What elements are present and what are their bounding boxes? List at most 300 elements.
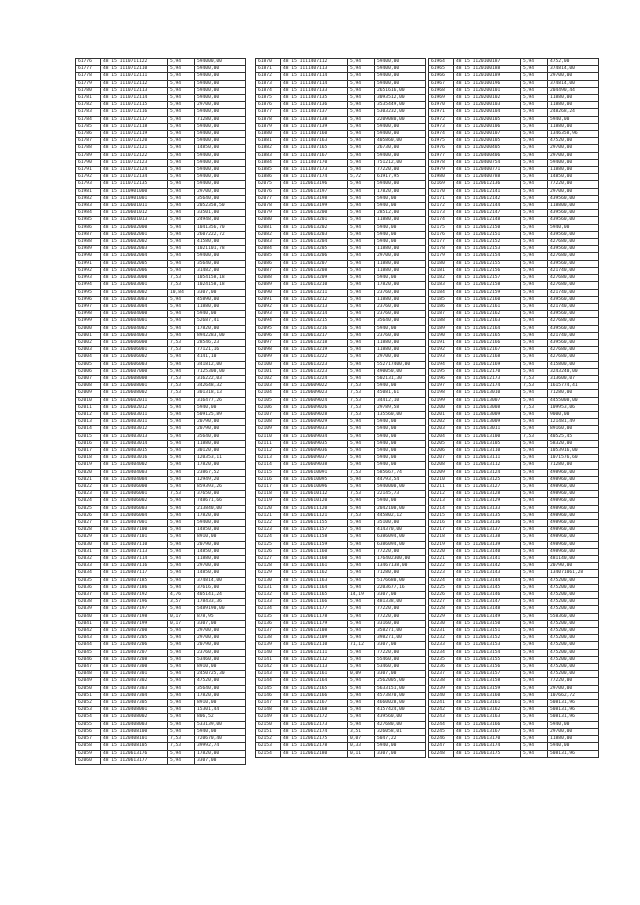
row-rate: 5,94	[168, 311, 195, 318]
row-code: 48 15 1120609034	[281, 433, 348, 440]
row-code: 48 15 1120613222	[281, 354, 348, 361]
table-row	[429, 455, 599, 462]
row-code: 48 15 1120403012	[101, 426, 168, 433]
row-id: 62012	[76, 411, 101, 418]
table-row	[429, 541, 599, 548]
row-id: 62125	[256, 541, 281, 548]
row-rate: 5,94	[521, 203, 548, 210]
row-amount: 5940,00	[195, 311, 246, 318]
row-code: 48 15 1120612153	[454, 246, 521, 253]
row-id: 62243	[429, 714, 454, 721]
row-id: 61973	[429, 123, 454, 130]
row-rate: 5,94	[168, 59, 195, 66]
row-rate: 5,94	[168, 231, 195, 238]
row-code: 48 15 1120612164	[281, 678, 348, 685]
row-code: 48 15 1110712120	[101, 138, 168, 145]
table-row	[256, 282, 426, 289]
row-rate: 71,12	[348, 642, 375, 649]
table-row	[76, 700, 246, 707]
row-id: 62236	[429, 664, 454, 671]
row-amount: 47520,00	[195, 678, 246, 685]
row-rate: 5,94	[168, 671, 195, 678]
row-rate: 5,94	[168, 556, 195, 563]
row-rate: 5,94	[348, 721, 375, 728]
table-row	[256, 87, 426, 94]
row-rate: 5,94	[168, 548, 195, 555]
row-amount: 77220,00	[375, 613, 426, 620]
row-rate: 10,84	[168, 289, 195, 296]
row-rate: 14,19	[348, 592, 375, 599]
table-row	[429, 606, 599, 613]
row-amount: 26730,00	[375, 145, 426, 152]
row-rate: 5,94	[521, 714, 548, 721]
row-amount: 28546,23	[195, 339, 246, 346]
row-id: 62239	[429, 685, 454, 692]
row-amount: 2209080,00	[375, 116, 426, 123]
row-amount: 29700,00	[548, 728, 599, 735]
row-amount: 4660028,00	[375, 700, 426, 707]
row-code: 48 15 1120612165	[281, 685, 348, 692]
row-id: 62135	[256, 613, 281, 620]
row-rate: 5,94	[348, 628, 375, 635]
table-row	[256, 707, 426, 714]
row-id: 62193	[429, 354, 454, 361]
table-row	[429, 664, 599, 671]
row-id: 62146	[256, 692, 281, 699]
row-code: 48 15 1120613007	[454, 397, 521, 404]
row-code: 48 15 1120601012	[101, 210, 168, 217]
row-id: 61993	[76, 275, 101, 282]
row-rate: 5,94	[348, 584, 375, 591]
row-id: 62203	[429, 426, 454, 433]
row-id: 61870	[256, 59, 281, 66]
row-id: 62223	[429, 570, 454, 577]
row-id: 62005	[76, 361, 101, 368]
row-id: 62036	[76, 584, 101, 591]
table-row	[256, 174, 426, 181]
row-id: 62174	[429, 217, 454, 224]
row-amount: 59400,00	[195, 123, 246, 130]
row-code: 48 15 1120613133	[454, 505, 521, 512]
row-amount: 498960,00	[548, 505, 599, 512]
row-code: 48 15 1120613137	[454, 527, 521, 534]
table-row	[76, 498, 246, 505]
row-rate: 5,94	[168, 642, 195, 649]
row-amount: 59400,00	[195, 87, 246, 94]
row-code: 48 15 1120610120	[281, 498, 348, 505]
table-row	[76, 354, 246, 361]
row-id: 62109	[256, 426, 281, 433]
table-row	[76, 592, 246, 599]
row-amount: 20790,00	[195, 426, 246, 433]
table-row	[429, 361, 599, 368]
table-row	[256, 750, 426, 757]
row-amount: 405141,24	[195, 592, 246, 599]
row-id: 62227	[429, 599, 454, 606]
row-code: 48 15 1120613136	[454, 520, 521, 527]
row-amount: 5940,00	[375, 743, 426, 750]
table-row	[256, 678, 426, 685]
row-amount: 29700,00	[548, 152, 599, 159]
row-id: 62186	[429, 303, 454, 310]
row-code: 48 15 1120612174	[454, 383, 521, 390]
row-code: 48 15 1120613170	[454, 736, 521, 743]
row-amount: 3307,00	[375, 592, 426, 599]
row-code: 48 15 1120407199	[101, 620, 168, 627]
row-rate: 5,94	[521, 584, 548, 591]
table-row	[256, 498, 426, 505]
row-amount: 1041356,70	[195, 224, 246, 231]
row-rate: 5,94	[521, 347, 548, 354]
table-row	[429, 123, 599, 130]
row-amount: 5940000,00	[375, 483, 426, 490]
row-rate: 5,94	[168, 750, 195, 757]
row-id: 62200	[429, 404, 454, 411]
row-id: 62127	[256, 556, 281, 563]
row-id: 62183	[429, 282, 454, 289]
row-id: 62057	[76, 736, 101, 743]
row-id: 62233	[429, 642, 454, 649]
row-amount: 31482,00	[195, 267, 246, 274]
row-id: 62238	[429, 678, 454, 685]
row-code: 48 15 1120613217	[281, 332, 348, 339]
row-code: 48 15 1120612172	[281, 714, 348, 721]
row-rate: 5,94	[168, 397, 195, 404]
row-id: 61785	[76, 123, 101, 130]
row-amount: 9000,00	[548, 411, 599, 418]
row-amount: 6386094,00	[375, 534, 426, 541]
row-amount: 439560,00	[548, 296, 599, 303]
row-rate: 5,94	[521, 599, 548, 606]
row-id: 62111	[256, 440, 281, 447]
row-id: 62213	[429, 498, 454, 505]
row-id: 62132	[256, 592, 281, 599]
row-code: 48 15 1120613157	[454, 671, 521, 678]
row-code: 48 15 1120612162	[454, 311, 521, 318]
table-row	[429, 505, 599, 512]
row-id: 62087	[256, 267, 281, 274]
table-row	[76, 66, 246, 73]
table-row	[256, 584, 426, 591]
row-id: 61881	[256, 138, 281, 145]
table-row	[76, 368, 246, 375]
row-rate: 5,94	[348, 433, 375, 440]
row-id: 62150	[256, 721, 281, 728]
table-row	[256, 318, 426, 325]
table-row	[429, 181, 599, 188]
row-amount: 751212,00	[375, 159, 426, 166]
row-code: 48 15 1120612167	[281, 700, 348, 707]
table-row	[256, 267, 426, 274]
row-code: 48 15 1111407174	[281, 174, 348, 181]
row-id: 62248	[429, 750, 454, 757]
table-row	[429, 563, 599, 570]
row-amount: 427680,00	[548, 253, 599, 260]
table-row	[76, 275, 246, 282]
row-amount: 14850,00	[548, 174, 599, 181]
row-amount: 439560,00	[375, 714, 426, 721]
row-id: 62037	[76, 592, 101, 599]
table-row	[256, 599, 426, 606]
row-code: 48 15 1120612108	[281, 628, 348, 635]
row-id: 62241	[429, 700, 454, 707]
row-code: 48 15 1120613205	[281, 246, 348, 253]
row-id: 61880	[256, 131, 281, 138]
row-code: 48 15 1120406000	[101, 483, 168, 490]
row-rate: 5,94	[521, 476, 548, 483]
row-rate: 5,94	[168, 584, 195, 591]
row-amount: 109953,06	[548, 404, 599, 411]
table-row	[256, 253, 426, 260]
table-row	[256, 635, 426, 642]
row-code: 48 15 1120613125	[454, 476, 521, 483]
row-amount: 475200,00	[548, 584, 599, 591]
table-row	[76, 109, 246, 116]
row-amount: 248268,24	[548, 109, 599, 116]
row-code: 48 15 1120406002	[101, 498, 168, 505]
row-code: 48 15 1120612159	[454, 289, 521, 296]
row-rate: 5,94	[521, 246, 548, 253]
row-code: 48 15 1120613009	[454, 411, 521, 418]
row-rate: 5,94	[168, 66, 195, 73]
table-row	[76, 685, 246, 692]
table-row	[256, 743, 426, 750]
row-amount: 439560,00	[548, 311, 599, 318]
row-code: 48 15 1120609038	[281, 462, 348, 469]
row-amount: 29700,00	[548, 685, 599, 692]
table-row	[429, 736, 599, 743]
row-rate: 7,53	[168, 491, 195, 498]
ledger-column-2	[255, 58, 426, 758]
row-amount: 59400,00	[375, 59, 426, 66]
row-id: 62099	[256, 354, 281, 361]
row-code: 48 15 1120403014	[101, 440, 168, 447]
row-amount: 5176680,00	[375, 577, 426, 584]
row-id: 62108	[256, 419, 281, 426]
row-amount: 2607222,72	[195, 231, 246, 238]
row-code: 48 15 1120403015	[101, 447, 168, 454]
table-row	[256, 505, 426, 512]
row-amount: 11880,00	[195, 303, 246, 310]
row-code: 48 15 1111407160	[281, 131, 348, 138]
row-amount: 35640,00	[195, 260, 246, 267]
row-code: 48 15 1120613199	[281, 203, 348, 210]
row-amount: 748671,66	[195, 498, 246, 505]
row-code: 48 15 1110712119	[101, 131, 168, 138]
row-code: 48 15 1110712112	[101, 80, 168, 87]
table-row	[429, 635, 599, 642]
table-row	[429, 599, 599, 606]
table-row	[76, 296, 246, 303]
table-row	[256, 541, 426, 548]
row-code: 48 15 1120613135	[454, 512, 521, 519]
row-amount: 508131,96	[548, 714, 599, 721]
row-amount: 29700,00	[375, 354, 426, 361]
row-amount: 17820,00	[195, 462, 246, 469]
table-row	[429, 289, 599, 296]
row-rate: 5,94	[348, 707, 375, 714]
table-row	[76, 217, 246, 224]
table-row	[429, 253, 599, 260]
row-rate: 5,94	[521, 181, 548, 188]
row-amount: 5940,00	[375, 447, 426, 454]
row-rate: 5,94	[348, 159, 375, 166]
row-amount: 20790,00	[195, 541, 246, 548]
row-rate: 5,94	[348, 145, 375, 152]
row-code: 48 15 1120613203	[281, 231, 348, 238]
table-row	[76, 195, 246, 202]
row-id: 62024	[76, 498, 101, 505]
row-amount: 11880,00	[195, 556, 246, 563]
row-code: 48 15 1110712124	[101, 167, 168, 174]
table-row	[429, 159, 599, 166]
row-code: 48 15 1111407135	[281, 95, 348, 102]
table-row	[429, 282, 599, 289]
row-id: 62221	[429, 556, 454, 563]
row-amount: 2052358,50	[195, 203, 246, 210]
row-rate: 5,94	[168, 303, 195, 310]
row-amount: 481338,00	[375, 599, 426, 606]
row-code: 48 15 1120200107	[454, 131, 521, 138]
row-code: 48 15 1120408100	[101, 728, 168, 735]
row-amount: 134071061,28	[548, 570, 599, 577]
row-code: 48 15 1120612158	[454, 282, 521, 289]
table-row	[76, 757, 246, 764]
row-amount: 4157424,00	[375, 707, 426, 714]
row-id: 62224	[429, 577, 454, 584]
row-amount: 439560,00	[548, 217, 599, 224]
row-amount: 15301,44	[195, 707, 246, 714]
row-code: 48 15 1120406001	[101, 491, 168, 498]
row-id: 61789	[76, 152, 101, 159]
row-amount: 5940,00	[548, 224, 599, 231]
row-amount: 8942283,00	[195, 332, 246, 339]
row-code: 48 15 1120612166	[454, 339, 521, 346]
row-amount: 475200,00	[548, 635, 599, 642]
row-amount: 35640,00	[375, 318, 426, 325]
row-code: 48 15 1120612170	[454, 368, 521, 375]
row-code: 48 15 1110901000	[101, 188, 168, 195]
row-amount: 2450725,30	[195, 671, 246, 678]
row-rate: 5,94	[521, 289, 548, 296]
row-amount: 11880,00	[375, 296, 426, 303]
row-rate: 5,94	[348, 505, 375, 512]
row-rate: 5,94	[348, 59, 375, 66]
row-code: 48 15 1120612174	[281, 728, 348, 735]
table-row	[429, 469, 599, 476]
row-code: 48 15 1120612161	[454, 303, 521, 310]
row-amount: 17820,00	[375, 188, 426, 195]
row-rate: 5,94	[521, 678, 548, 685]
row-rate: 5,94	[521, 80, 548, 87]
row-rate: 5,94	[168, 462, 195, 469]
table-row	[256, 606, 426, 613]
row-rate: 5,94	[521, 354, 548, 361]
row-id: 62215	[429, 512, 454, 519]
row-id: 62201	[429, 411, 454, 418]
row-code: 48 15 1120609022	[281, 383, 348, 390]
row-id: 62217	[429, 527, 454, 534]
row-rate: 7,53	[168, 390, 195, 397]
row-rate: 5,94	[348, 239, 375, 246]
table-row	[256, 620, 426, 627]
row-amount: 5940,00	[375, 426, 426, 433]
row-code: 48 15 1120604000	[101, 311, 168, 318]
row-code: 48 15 1120602012	[101, 404, 168, 411]
row-code: 48 15 1120407114	[101, 556, 168, 563]
row-rate: 5,94	[168, 563, 195, 570]
row-rate: 5,94	[521, 483, 548, 490]
row-code: 48 15 1120613208	[281, 267, 348, 274]
row-id: 62187	[429, 311, 454, 318]
row-code: 48 15 1120100196	[454, 80, 521, 87]
table-row	[256, 246, 426, 253]
table-row	[429, 527, 599, 534]
row-id: 62231	[429, 628, 454, 635]
row-id: 62107	[256, 411, 281, 418]
table-row	[76, 397, 246, 404]
table-row	[76, 520, 246, 527]
row-id: 62210	[429, 476, 454, 483]
row-code: 48 15 1120612169	[454, 361, 521, 368]
row-rate: 5,94	[168, 368, 195, 375]
row-amount: 59400,00	[375, 131, 426, 138]
row-id: 62096	[256, 332, 281, 339]
row-rate: 5,94	[348, 224, 375, 231]
row-code: 48 15 1120613105	[454, 440, 521, 447]
table-row	[256, 224, 426, 231]
row-amount: 59400,00	[195, 174, 246, 181]
row-rate: 5,94	[521, 267, 548, 274]
row-code: 48 15 1120611179	[281, 620, 348, 627]
row-code: 48 15 1120612163	[454, 318, 521, 325]
table-row	[429, 239, 599, 246]
row-rate: 7,53	[168, 347, 195, 354]
row-code: 48 15 1120407117	[101, 570, 168, 577]
row-code: 48 15 1120613158	[454, 678, 521, 685]
row-rate: 5,94	[168, 138, 195, 145]
row-id: 62025	[76, 505, 101, 512]
table-row	[429, 728, 599, 735]
row-rate: 5,94	[521, 131, 548, 138]
row-amount: 77220,00	[548, 181, 599, 188]
table-row	[429, 743, 599, 750]
row-id: 62149	[256, 714, 281, 721]
row-rate: 5,94	[521, 419, 548, 426]
row-id: 62059	[76, 750, 101, 757]
row-amount: 17820,00	[195, 325, 246, 332]
row-id: 62199	[429, 397, 454, 404]
row-id: 61969	[429, 95, 454, 102]
row-id: 61790	[76, 159, 101, 166]
table-row	[76, 253, 246, 260]
table-row	[429, 311, 599, 318]
row-amount: 11880,00	[548, 95, 599, 102]
row-code: 48 15 1120613161	[454, 700, 521, 707]
row-rate: 5,94	[168, 469, 195, 476]
row-code: 48 15 1120613202	[281, 224, 348, 231]
row-code: 48 15 1120612154	[454, 253, 521, 260]
row-id: 62176	[429, 231, 454, 238]
row-amount: 53460,00	[195, 656, 246, 663]
table-row	[76, 671, 246, 678]
row-code: 48 15 1120612109	[281, 635, 348, 642]
table-row	[429, 231, 599, 238]
table-row	[76, 491, 246, 498]
table-row	[429, 483, 599, 490]
row-code: 48 15 1120407303	[101, 685, 168, 692]
row-code: 48 15 1110712121	[101, 145, 168, 152]
